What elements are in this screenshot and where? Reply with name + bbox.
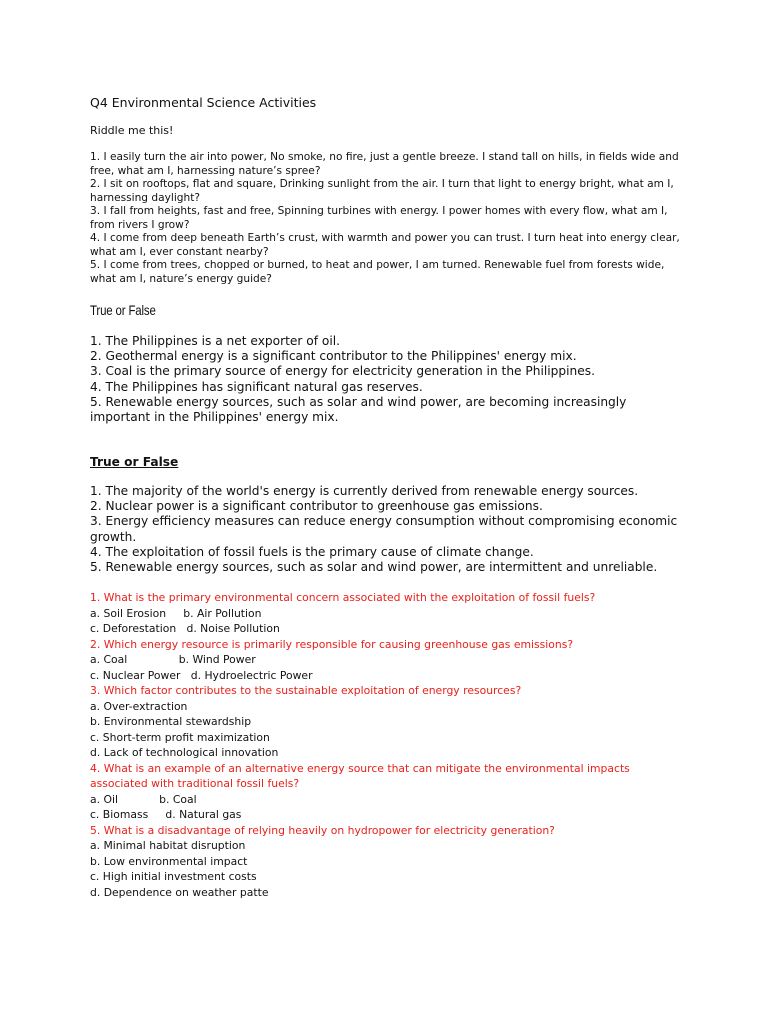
true-false-item: 4. The Philippines has significant natural gas reserves.	[90, 379, 423, 394]
mcq-choice: b. Environmental stewardship	[90, 715, 252, 728]
mcq-choice: a. Soil Erosion b. Air Pollution	[90, 606, 262, 620]
mcq-choice: a. Coal b. Wind Power	[90, 653, 256, 666]
mcq-choice: a. Oil b. Coal	[90, 792, 197, 806]
true-false-item: 2. Nuclear power is a significant contributor to greenhouse gas emissions.	[90, 499, 543, 514]
riddle-item: 4. I come from deep beneath Earth’s crust, with warmth and power you can trust. I turn heat into energy clear, what am I, ever constant nearby?	[90, 232, 680, 258]
true-false-heading-2: True or False	[90, 455, 179, 469]
mcq-choice: d. Dependence on weather patte	[90, 885, 269, 899]
mcq-choice: a. Over-extraction	[90, 699, 188, 713]
riddle-item: 2. I sit on rooftops, flat and square, Drinking sunlight from the air. I turn that light to energy bright, what am I, harnessing daylight?	[90, 178, 674, 204]
mcq-choice: c. Short-term profit maximization	[90, 730, 270, 744]
true-false-list-2	[90, 484, 690, 575]
true-false-list-1	[90, 334, 690, 425]
riddle-item: 1. I easily turn the air into power, No smoke, no fire, just a gentle breeze. I stand tall on hills, in fields wide and free, what am I, harnessing nature’s spree?	[90, 151, 679, 177]
mcq-choice: c. Nuclear Power d. Hydroelectric Power	[90, 668, 313, 682]
true-false-item: 2. Geothermal energy is a significant contributor to the Philippines' energy mix.	[90, 349, 577, 364]
multiple-choice-section	[90, 590, 690, 900]
mcq-question: 2. Which energy resource is primarily responsible for causing greenhouse gas emissions?	[90, 637, 574, 651]
true-false-item: 5. Renewable energy sources, such as solar and wind power, are intermittent and unreliable.	[90, 560, 658, 575]
riddle-item: 3. I fall from heights, fast and free, Spinning turbines with energy. I power homes with every flow, what am I, from rivers I grow?	[90, 205, 668, 231]
mcq-choice: a. Minimal habitat disruption	[90, 839, 246, 852]
mcq-choice: c. Biomass d. Natural gas	[90, 808, 242, 821]
mcq-choice: d. Lack of technological innovation	[90, 746, 279, 759]
true-false-item: 5. Renewable energy sources, such as solar and wind power, are becoming increasingly important in the Philippines' energy mix.	[90, 394, 627, 425]
mcq-choice: c. Deforestation d. Noise Pollution	[90, 622, 280, 635]
riddle-list	[90, 151, 690, 286]
true-false-item: 3. Energy efficiency measures can reduce energy consumption without compromising economic growth.	[90, 514, 678, 544]
true-false-heading-1: True or False	[90, 302, 156, 318]
mcq-question: 5. What is a disadvantage of relying heavily on hydropower for electricity generation?	[90, 823, 555, 837]
mcq-question: 4. What is an example of an alternative energy source that can mitigate the environmental impacts associated with traditional fossil fuels?	[90, 761, 630, 790]
true-false-item: 4. The exploitation of fossil fuels is the primary cause of climate change.	[90, 544, 534, 559]
true-false-item: 1. The majority of the world's energy is currently derived from renewable energy sources.	[90, 484, 639, 498]
mcq-question: 1. What is the primary environmental concern associated with the exploitation of fossil fuels?	[90, 591, 596, 604]
riddle-intro: Riddle me this!	[90, 124, 174, 137]
true-false-item: 3. Coal is the primary source of energy for electricity generation in the Philippines.	[90, 364, 595, 379]
mcq-question: 3. Which factor contributes to the sustainable exploitation of energy resources?	[90, 684, 522, 697]
riddle-item: 5. I come from trees, chopped or burned, to heat and power, I am turned. Renewable fuel from forests wide, what am I, nature’s energy guide?	[90, 259, 665, 285]
mcq-choice: b. Low environmental impact	[90, 854, 248, 868]
document-title: Q4 Environmental Science Activities	[90, 95, 317, 110]
true-false-item: 1. The Philippines is a net exporter of oil.	[90, 334, 340, 348]
mcq-choice: c. High initial investment costs	[90, 870, 257, 883]
